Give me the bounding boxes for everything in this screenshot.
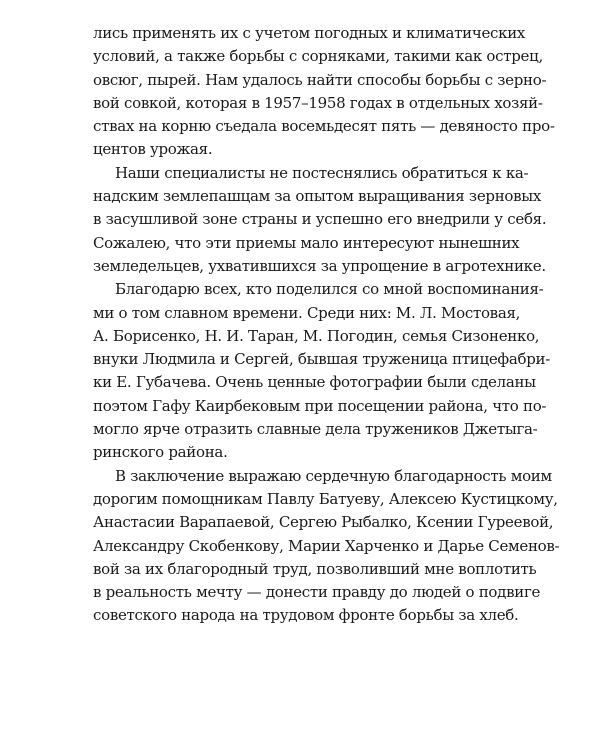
text-line: в реальность мечту — донести правду до людей о подвиге (93, 583, 541, 602)
paragraph-3 (93, 278, 551, 464)
text-line: ми о том славном времени. Среди них: М. Л. Мостовая, (93, 303, 521, 322)
text-line: дорогим помощникам Павлу Батуеву, Алексею Кустицкому, (93, 489, 558, 508)
text-line: А. Борисенко, Н. И. Таран, М. Погодин, семья Сизоненко, (93, 326, 540, 345)
paragraph-2 (93, 162, 547, 278)
text-line: могло ярче отразить славные дела тружеников Джетыга- (93, 420, 538, 439)
text-line: ринского района. (93, 443, 228, 462)
text-line: центов урожая. (93, 140, 213, 159)
page-text (93, 22, 560, 628)
paragraph-4 (93, 465, 560, 628)
text-line: в засушливой зоне страны и успешно его внедрили у себя. (93, 210, 547, 229)
text-line: ки Е. Губачева. Очень ценные фотографии были сделаны (93, 373, 536, 392)
text-line: Сожалею, что эти приемы мало интересуют нынешних (93, 233, 520, 252)
text-line: надским землепашцам за опытом выращивания зерновых (93, 187, 542, 206)
text-line: лись применять их с учетом погодных и климатических (93, 24, 526, 42)
paragraph-1 (93, 22, 555, 162)
text-line: поэтом Гафу Каирбековым при посещении района, что по- (93, 396, 547, 415)
text-line: вой за их благородный труд, позволивший мне воплотить (93, 559, 537, 578)
text-line: овсюг, пырей. Нам удалось найти способы борьбы с зерно- (93, 70, 547, 89)
text-line: советского народа на трудовом фронте борьбы за хлеб. (93, 606, 519, 625)
text-line: Александру Скобенкову, Марии Харченко и Дарье Семенов- (93, 536, 560, 555)
text-line: внуки Людмила и Сергей, бывшая труженица птицефабри- (93, 350, 551, 369)
text-line: В заключение выражаю сердечную благодарность моим (115, 466, 552, 485)
text-line: Наши специалисты не постеснялись обратиться к ка- (115, 163, 529, 182)
text-line: ствах на корню съедала восемьдесят пять — девяносто про- (93, 117, 555, 136)
text-line: Благодарю всех, кто поделился со мной воспоминания- (115, 280, 544, 299)
text-line: условий, а также борьбы с сорняками, такими как острец, (93, 47, 543, 66)
text-line: Анастасии Варапаевой, Сергею Рыбалко, Ксении Гуреевой, (93, 513, 554, 532)
text-line: земледельцев, ухватившихся за упрощение в агротехнике. (93, 256, 546, 275)
text-line: вой совкой, которая в 1957–1958 годах в отдельных хозяй- (93, 93, 543, 112)
